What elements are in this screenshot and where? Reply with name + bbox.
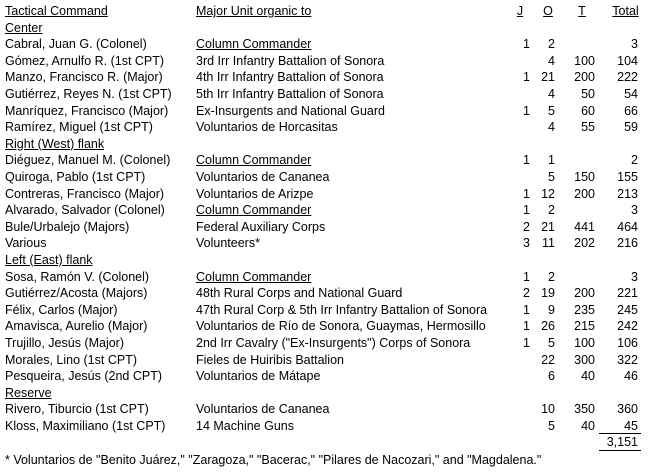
total-cell: 66 [624,103,638,118]
commander-cell: Cabral, Juan G. (Colonel) [5,37,147,52]
t-cell: 215 [574,319,595,334]
commander-cell: Amavisca, Aurelio (Major) [5,319,148,334]
table-row [0,169,653,186]
table-row [0,186,653,203]
o-cell: 1 [548,153,555,168]
total-cell: 2 [631,153,638,168]
total-cell: 322 [617,352,638,367]
section-label: Reserve [5,385,52,400]
total-cell: 54 [624,86,638,101]
grand-total: 3,151 [606,435,638,449]
commander-cell: Morales, Lino (1st CPT) [5,352,137,367]
grand-total-row [0,434,653,451]
table-row [0,401,653,418]
o-cell: 2 [548,269,555,284]
total-cell: 155 [617,169,638,184]
col-header-o: O [543,4,553,18]
col-header-j: J [516,4,524,18]
unit-cell: Column Commander [196,269,312,284]
table-row [0,69,653,86]
table-row [0,119,653,136]
o-cell: 5 [548,418,555,433]
unit-cell: 5th Irr Infantry Battalion of Sonora [196,86,384,101]
j-cell: 1 [523,153,530,168]
j-cell: 1 [523,103,530,118]
o-cell: 26 [541,319,555,334]
total-cell: 106 [617,335,638,350]
unit-cell: 3rd Irr Infantry Battalion of Sonora [196,53,385,68]
total-cell: 222 [617,70,638,85]
j-cell: 1 [523,302,530,317]
total-cell: 3 [631,269,638,284]
t-cell: 200 [574,286,595,301]
section-heading [0,252,653,269]
unit-cell: Voluntarios de Mátape [196,369,321,384]
commander-cell: Contreras, Francisco (Major) [5,186,165,201]
unit-cell: 47th Rural Corp & 5th Irr Infantry Battalion of Sonora [196,302,488,317]
total-cell: 3 [631,37,638,52]
table-row [0,53,653,70]
unit-cell: Column Commander [196,203,312,218]
commander-cell: Bule/Urbalejo (Majors) [5,219,130,234]
o-cell: 21 [541,219,555,234]
commander-cell: Pesqueira, Jesús (2nd CPT) [5,369,163,384]
t-cell: 350 [574,402,595,417]
total-rule-bottom [599,450,641,451]
commander-cell: Various [5,236,47,251]
table-row [0,152,653,169]
t-cell: 200 [574,186,595,201]
j-cell: 1 [523,319,530,334]
commander-cell: Félix, Carlos (Major) [5,302,118,317]
unit-cell: Voluntarios de Río de Sonora, Guaymas, Hermosillo [196,319,486,334]
t-cell: 60 [581,103,595,118]
table-row [0,219,653,236]
o-cell: 21 [541,70,555,85]
col-header-t: T [578,4,586,18]
total-cell: 45 [624,418,638,433]
o-cell: 9 [548,302,555,317]
unit-cell: Fieles de Huiribis Battalion [196,352,344,367]
section-heading [0,20,653,37]
t-cell: 200 [574,70,595,85]
o-cell: 5 [548,335,555,350]
table-row [0,368,653,385]
col-header-total: Total [612,4,639,18]
table-row [0,103,653,120]
o-cell: 11 [542,236,555,251]
section-heading [0,385,653,402]
o-cell: 4 [548,53,555,68]
unit-cell: 48th Rural Corps and National Guard [196,286,403,301]
o-cell: 19 [541,286,555,301]
unit-cell: Column Commander [196,153,312,168]
o-cell: 12 [541,186,555,201]
unit-cell: 4th Irr Infantry Battalion of Sonora [196,70,384,85]
t-cell: 100 [574,53,595,68]
unit-cell: Column Commander [196,37,312,52]
t-cell: 40 [581,369,595,384]
unit-cell: 2nd Irr Cavalry ("Ex-Insurgents") Corps of Sonora [196,335,471,350]
j-cell: 3 [523,236,530,251]
col-header-unit: Major Unit organic to [196,4,312,18]
t-cell: 50 [581,86,595,101]
unit-cell: Federal Auxiliary Corps [196,219,326,234]
table-row [0,269,653,286]
commander-cell: Alvarado, Salvador (Colonel) [5,203,165,218]
unit-cell: Voluntarios de Cananea [196,402,330,417]
total-cell: 221 [617,286,638,301]
t-cell: 100 [574,335,595,350]
t-cell: 55 [581,120,595,135]
section-heading [0,136,653,153]
j-cell: 1 [523,37,530,52]
j-cell: 1 [523,269,530,284]
col-header-command: Tactical Command [5,4,108,18]
section-label: Right (West) flank [5,136,105,151]
o-cell: 4 [548,120,555,135]
commander-cell: Diéguez, Manuel M. (Colonel) [5,153,171,168]
total-cell: 46 [624,369,638,384]
t-cell: 150 [574,169,595,184]
o-cell: 10 [541,402,555,417]
unit-cell: Volunteers* [196,236,260,251]
o-cell: 6 [548,369,555,384]
commander-cell: Quiroga, Pablo (1st CPT) [5,169,146,184]
table-row [0,335,653,352]
t-cell: 235 [574,302,595,317]
o-cell: 5 [548,169,555,184]
table-row [0,235,653,252]
table-row [0,285,653,302]
table-row [0,36,653,53]
j-cell: 2 [523,219,530,234]
j-cell: 1 [523,335,530,350]
total-cell: 216 [617,236,638,251]
unit-cell: Voluntarios de Horcasitas [196,120,338,135]
o-cell: 4 [548,86,555,101]
unit-cell: Ex-Insurgents and National Guard [196,103,385,118]
unit-cell: Voluntarios de Arizpe [196,186,314,201]
header-row [0,3,653,20]
section-label: Left (East) flank [5,252,93,267]
commander-cell: Rivero, Tiburcio (1st CPT) [5,402,149,417]
commander-cell: Kloss, Maximiliano (1st CPT) [5,418,166,433]
table-row [0,418,653,435]
commander-cell: Ramírez, Miguel (1st CPT) [5,120,153,135]
t-cell: 202 [574,236,595,251]
section-label: Center [5,20,43,35]
table-row [0,318,653,335]
j-cell: 1 [523,203,530,218]
commander-cell: Gómez, Arnulfo R. (1st CPT) [5,53,165,68]
table-row [0,302,653,319]
total-cell: 464 [617,219,638,234]
t-cell: 441 [574,219,595,234]
total-cell: 59 [624,120,638,135]
commander-cell: Manríquez, Francisco (Major) [5,103,169,118]
table-row [0,352,653,369]
j-cell: 2 [523,286,530,301]
commander-cell: Gutiérrez, Reyes N. (1st CPT) [5,86,172,101]
unit-cell: Voluntarios de Cananea [196,169,330,184]
j-cell: 1 [523,186,530,201]
total-cell: 360 [617,402,638,417]
o-cell: 2 [548,203,555,218]
footnote: * Voluntarios de "Benito Juárez," "Zaragoza," "Bacerac," "Pilares de Nacozari," and "Magdalena." [5,453,542,467]
total-cell: 104 [617,53,638,68]
commander-cell: Gutiérrez/Acosta (Majors) [5,286,148,301]
t-cell: 300 [574,352,595,367]
footnote-row [0,452,653,469]
commander-cell: Trujillo, Jesús (Major) [5,335,125,350]
commander-cell: Manzo, Francisco R. (Major) [5,70,163,85]
total-cell: 213 [617,186,638,201]
unit-cell: 14 Machine Guns [196,418,294,433]
o-cell: 22 [541,352,555,367]
o-cell: 5 [548,103,555,118]
t-cell: 40 [581,418,595,433]
total-cell: 245 [617,302,638,317]
total-cell: 242 [617,319,638,334]
commander-cell: Sosa, Ramón V. (Colonel) [5,269,150,284]
total-cell: 3 [631,203,638,218]
table-row [0,86,653,103]
j-cell: 1 [523,70,530,85]
o-cell: 2 [548,37,555,52]
table-row [0,202,653,219]
